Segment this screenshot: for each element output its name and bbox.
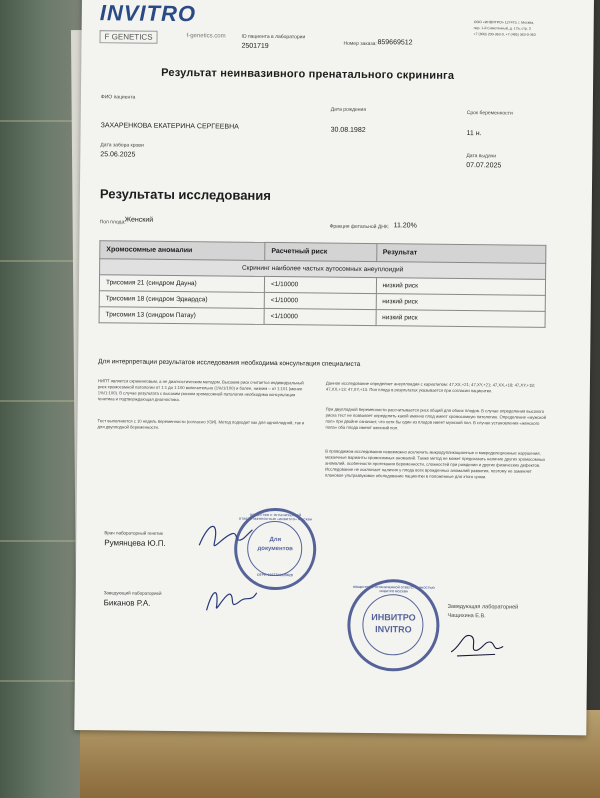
invitro-logo: INVITRO: [99, 0, 197, 27]
head2-name: Чащихина Е.В.: [447, 612, 486, 620]
document-page: [74, 0, 594, 735]
patient-name-label: ФИО пациента: [100, 94, 136, 101]
genetics-logo: F GENETICS: [99, 30, 157, 44]
invitro-stamp-center-2: INVITRO: [375, 624, 412, 635]
result-cell: низкий риск: [376, 294, 546, 312]
anomaly-cell: Трисомия 18 (синдром Эдвардса): [99, 291, 264, 309]
sample-date: 25.06.2025: [100, 151, 136, 159]
col-anomaly: Хромосомные аномалии: [100, 241, 265, 261]
invitro-stamp-center-1: ИНВИТРО: [371, 612, 416, 623]
fetal-sex-label: Пол плода:: [99, 219, 126, 226]
stamp-ring-text: ОБЩЕСТВО С ОГРАНИЧЕННОЙ ОТВЕТСТВЕННОСТЬЮ «ИНВИТРО» МОСКВА: [238, 512, 313, 522]
results-table: [99, 240, 547, 328]
order-label: Номер заказа:: [343, 40, 377, 48]
table-subheader: Скрининг наиболее частых аутосомных анеуплоидий: [100, 259, 546, 280]
stamp-ogrn: ОГРН 1027700125628: [256, 572, 293, 578]
fetal-fraction-label: Фракция фетальной ДНК:: [329, 223, 390, 231]
head-name: Биканов Р.А.: [103, 598, 151, 608]
invitro-stamp-ring-text: ОБЩЕСТВО С ОГРАНИЧЕННОЙ ОТВЕТСТВЕННОСТЬЮ ИНВИТРО МОСКВА: [352, 584, 435, 594]
right-paragraph-1: Данное исследование определяет анеуплоидии с кариотипом: 47,XX,+21; 47,XY,+21; 47,XX,+18; 47,XY,+18; 47,XX,+13; 47,XY,+13. Пол плода в результатах указывается при согласии пациентки.: [325, 380, 535, 394]
lab-id: 2501719: [241, 42, 269, 50]
result-cell: низкий риск: [376, 278, 546, 296]
results-heading: Результаты исследования: [99, 186, 271, 203]
term-label: Срок беременности: [466, 110, 513, 117]
geneticist-name: Румянцева Ю.П.: [104, 538, 166, 548]
term: 11 н.: [466, 130, 482, 138]
col-result: Результат: [376, 244, 546, 264]
dob: 30.08.1982: [330, 126, 366, 134]
sample-date-label: Дата забора крови: [100, 142, 144, 149]
risk-cell: <1/10000: [264, 276, 376, 293]
head-label: Заведующий лабораторией: [103, 590, 162, 596]
stamp-center-2: документов: [257, 545, 293, 553]
genetics-site: f-genetics.com: [186, 33, 226, 40]
risk-cell: <1/10000: [264, 308, 376, 325]
left-paragraph-1: НИПТ является скрининговым, а не диагностическим методом. Высоким риск считается индивидуальный риск хромосомной патологии от 1:1 до 1:100 включительно (1%/1/100) и более, низким – от 1:101 (менее 1%/1:100). В случае результата с высоким риском хромосомной патологии необходима консультация генетика и подтверждающая диагностика.: [97, 378, 304, 403]
documents-stamp: [234, 508, 317, 591]
company-line-3: +7 (800) 200-363-0, +7 (495) 363-0-363: [473, 32, 536, 37]
invitro-stamp: [347, 579, 440, 672]
anomaly-cell: Трисомия 13 (синдром Патау): [99, 307, 264, 325]
page-title: Результат неинвазивного пренатального скрининга: [161, 66, 455, 82]
stamp-center-1: Для: [269, 536, 282, 544]
table-row: [99, 307, 545, 328]
issue-date: 07.07.2025: [466, 162, 502, 170]
fetal-sex: Женский: [124, 216, 154, 224]
company-line-1: ООО «ИНВИТРО» 127473, г. Москва,: [473, 20, 535, 25]
consultation-note: Для интерпретации результатов исследования необходима консультация специалиста: [98, 358, 361, 368]
issue-date-label: Дата выдачи: [466, 153, 497, 160]
company-line-2: пер. 1-й Самотечный, д. 17а, стр. 3: [473, 26, 531, 31]
anomaly-cell: Трисомия 21 (синдром Дауна): [99, 275, 264, 293]
order-number: 859669512: [377, 39, 413, 47]
dob-label: Дата рождения: [330, 106, 367, 113]
right-paragraph-2: При двуплодной беременности рассчитывается риск общий для обоих плодов. В случае определения высокого риска тест не позволяет определить какой именно плод имеет хромосомную патологию. Определение «мужской пол» при двойне означает, что хотя бы один из плодов имеет мужской пол. В случае установления «женского пола» оба плода имеют женский пол.: [325, 406, 546, 431]
result-cell: низкий риск: [376, 310, 546, 328]
head2-label: Заведующая лабораторией: [447, 603, 519, 611]
head2-signature: [447, 626, 507, 661]
genetics-label: GENETICS: [111, 32, 153, 42]
risk-cell: <1/10000: [264, 292, 376, 309]
left-paragraph-2: Тест выполняется с 10 недель беременности (согласно УЗИ). Метод подходит как для одноплодной, так и для двуплодной беременности.: [97, 418, 305, 430]
right-paragraph-3: В проводимом исследовании невозможно исключить микродупликационные и микроделеционные нарушения, мозаичные варианты хромосомных аномалий. Также метод не может предсказать наличие других хромосомных аномалий, особенности протекания беременности, сложностей при рождении и других физических дефектов. Исследование не исключает наличия у плода всех врожденных аномалий развития, поэтому не заменяет плановое ультразвуковое обследование пациентки в положенные для этого сроки.: [324, 448, 546, 480]
col-risk: Расчетный риск: [265, 242, 377, 261]
fetal-fraction: 11.20%: [393, 222, 417, 230]
lab-id-label: ID пациента в лаборатории: [241, 33, 306, 41]
geneticist-label: Врач лабораторный генетик: [104, 530, 163, 536]
patient-name: ЗАХАРЕНКОВА ЕКАТЕРИНА СЕРГЕЕВНА: [100, 122, 239, 131]
head-signature: [200, 580, 260, 617]
